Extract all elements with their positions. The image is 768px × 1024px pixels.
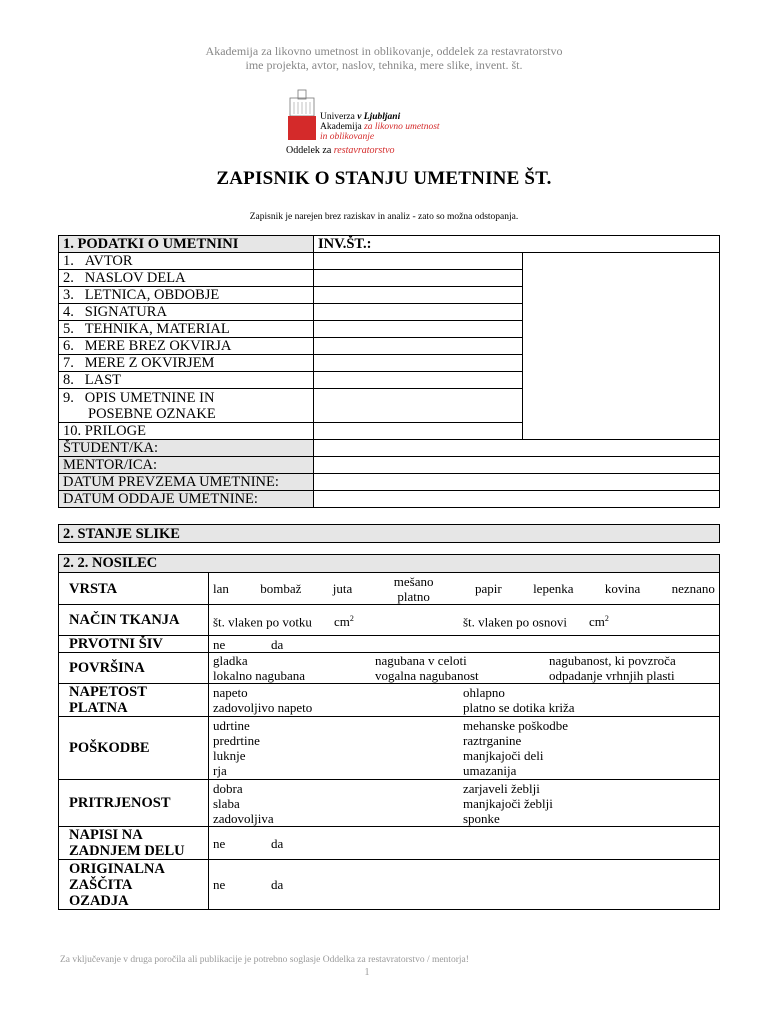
field-value-naslov[interactable] (314, 270, 523, 287)
row-label-pritrjenost: PRITRJENOST (59, 780, 209, 827)
university-logo (288, 88, 458, 144)
option-lan[interactable]: lan (213, 581, 229, 596)
option-slaba[interactable]: slaba (213, 795, 240, 811)
row-zascita (209, 860, 720, 910)
option-papir[interactable]: papir (474, 581, 502, 596)
option-ohlapno[interactable]: ohlapno (463, 685, 505, 700)
option-vogalna-nagubanost[interactable]: vogalna nagubanost (375, 668, 479, 683)
option-manjkajoci-deli[interactable]: manjkajoči deli (463, 748, 544, 763)
field-value-mentor[interactable] (314, 457, 720, 474)
department-label: Oddelek za restavratorstvo (286, 145, 395, 156)
section2-table (58, 524, 720, 543)
row-label-prvotni-siv: PRVOTNI ŠIV (59, 636, 209, 653)
field-label-signatura: 4. SIGNATURA (59, 304, 314, 321)
option-rja[interactable]: rja (213, 763, 227, 778)
option-predrtine[interactable]: predrtine (213, 733, 260, 748)
row-pritrjenost (209, 780, 720, 827)
option-dobra[interactable]: dobra (213, 780, 243, 796)
field-label-datum-prevzema: DATUM PREVZEMA UMETNINE: (59, 474, 314, 491)
option-mehanske-poskodbe[interactable]: mehanske poškodbe (463, 718, 569, 733)
row-povrsina (209, 653, 720, 684)
row-label-povrsina: POVRŠINA (59, 653, 209, 684)
option-da[interactable]: da (271, 636, 284, 652)
field-value-mere-brez[interactable] (314, 338, 523, 355)
option-mesano-platno[interactable]: mešano platno (393, 573, 434, 604)
row-label-napetost: NAPETOST PLATNA (59, 684, 209, 717)
row-vrsta-options (209, 573, 720, 605)
row-label-vrsta: VRSTA (59, 573, 209, 605)
option-lepenka[interactable]: lepenka (533, 581, 574, 596)
field-label-student: ŠTUDENT/KA: (59, 440, 314, 457)
field-label-last: 8. LAST (59, 372, 314, 389)
option-da[interactable]: da (271, 877, 284, 892)
page-title: ZAPISNIK O STANJU UMETNINE ŠT. (216, 168, 552, 189)
row-prvotni-siv (209, 636, 720, 653)
field-value-mere-z[interactable] (314, 355, 523, 372)
section3-heading: 2. 2. NOSILEC (59, 555, 720, 573)
page-number: 1 (364, 967, 370, 978)
option-zarjaveli-zeblji[interactable]: zarjaveli žeblji (463, 780, 540, 796)
field-label-priloge: 10. PRILOGE (59, 423, 314, 440)
field-value-datum-prevzema[interactable] (314, 474, 720, 491)
section1-heading: 1. PODATKI O UMETNINI (59, 236, 314, 253)
option-luknje[interactable]: luknje (213, 748, 246, 763)
logo-text: Univerza v Ljubljani Akademija za likovno umetnost in oblikovanje (320, 112, 440, 142)
field-value-tehnika[interactable] (314, 321, 523, 338)
option-da[interactable]: da (271, 835, 284, 851)
option-ne[interactable]: ne (213, 877, 226, 892)
field-value-priloge[interactable] (314, 423, 523, 440)
weft-count-label[interactable]: št. vlaken po votku (213, 614, 312, 630)
row-napisi (209, 827, 720, 860)
option-manjkajoci-zeblji[interactable]: manjkajoči žeblji (463, 795, 553, 811)
field-value-last[interactable] (314, 372, 523, 389)
option-juta[interactable]: juta (332, 581, 353, 596)
option-nagubana-v-celoti[interactable]: nagubana v celoti (375, 653, 467, 668)
row-label-nacin-tkanja: NAČIN TKANJA (59, 605, 209, 636)
field-label-mentor: MENTOR/ICA: (59, 457, 314, 474)
option-udrtine[interactable]: udrtine (213, 718, 250, 733)
nosilec-table (58, 554, 720, 910)
option-odpadanje-plasti[interactable]: odpadanje vrhnjih plasti (549, 668, 675, 683)
option-umazanija[interactable]: umazanija (463, 763, 517, 778)
field-value-signatura[interactable] (314, 304, 523, 321)
field-value-datum-oddaje[interactable] (314, 491, 720, 508)
option-bombaz[interactable]: bombaž (260, 581, 302, 596)
row-label-poskodbe: POŠKODBE (59, 717, 209, 780)
option-zadovoljiva[interactable]: zadovoljiva (213, 810, 274, 826)
field-label-letnica: 3. LETNICA, OBDOBJE (59, 287, 314, 304)
field-label-opis: 9. OPIS UMETNINE IN POSEBNE OZNAKE (59, 389, 314, 423)
option-kovina[interactable]: kovina (604, 581, 641, 596)
option-ne[interactable]: ne (213, 835, 226, 851)
footer-note: Za vključevanje v druga poročila ali publikacije je potrebno soglasje Oddelka za restavratorstvo / mentorja! (60, 955, 469, 965)
disclaimer-note: Zapisnik je narejen brez raziskav in analiz - zato so možna odstopanja. (249, 212, 519, 222)
row-label-zascita: ORIGINALNA ZAŠČITA OZADJA (59, 860, 209, 910)
header-line-2: ime projekta, avtor, naslov, tehnika, mere slike, invent. št. (245, 58, 523, 72)
academy-building-icon (288, 88, 316, 140)
option-neznano[interactable]: neznano (671, 581, 715, 596)
image-placeholder (523, 253, 720, 440)
option-platno-dotika-kriza[interactable]: platno se dotika križa (463, 700, 575, 715)
row-poskodbe (209, 717, 720, 780)
inv-number-field[interactable]: INV.ŠT.: (314, 236, 720, 253)
row-label-napisi: NAPISI NA ZADNJEM DELU (59, 827, 209, 860)
field-label-datum-oddaje: DATUM ODDAJE UMETNINE: (59, 491, 314, 508)
option-nagubanost-odpadanje[interactable]: nagubanost, ki povzroča (549, 653, 676, 668)
option-ne[interactable]: ne (213, 636, 226, 652)
field-value-student[interactable] (314, 440, 720, 457)
option-zadovoljivo-napeto[interactable]: zadovoljivo napeto (213, 700, 313, 715)
option-napeto[interactable]: napeto (213, 685, 248, 700)
field-label-naslov: 2. NASLOV DELA (59, 270, 314, 287)
option-raztrganine[interactable]: raztrganine (463, 733, 522, 748)
field-value-opis[interactable] (314, 389, 523, 423)
field-value-avtor[interactable] (314, 253, 523, 270)
field-label-mere-brez: 6. MERE BREZ OKVIRJA (59, 338, 314, 355)
section2-heading: 2. STANJE SLIKE (59, 525, 720, 543)
artwork-data-table (58, 235, 720, 508)
field-label-mere-z: 7. MERE Z OKVIRJEM (59, 355, 314, 372)
field-label-avtor: 1. AVTOR (59, 253, 314, 270)
field-value-letnica[interactable] (314, 287, 523, 304)
row-nacin-tkanja: št. vlaken po votku $cm^2$ št. vlaken po osnovi $cm^2$ (209, 605, 720, 636)
row-napetost (209, 684, 720, 717)
option-sponke[interactable]: sponke (463, 810, 500, 826)
option-lokalno-nagubana[interactable]: lokalno nagubana (213, 668, 306, 683)
warp-count-label[interactable]: št. vlaken po osnovi (463, 614, 567, 630)
header-line-1: Akademija za likovno umetnost in oblikovanje, oddelek za restavratorstvo (205, 44, 563, 58)
option-gladka[interactable]: gladka (213, 653, 248, 668)
field-label-tehnika: 5. TEHNIKA, MATERIAL (59, 321, 314, 338)
